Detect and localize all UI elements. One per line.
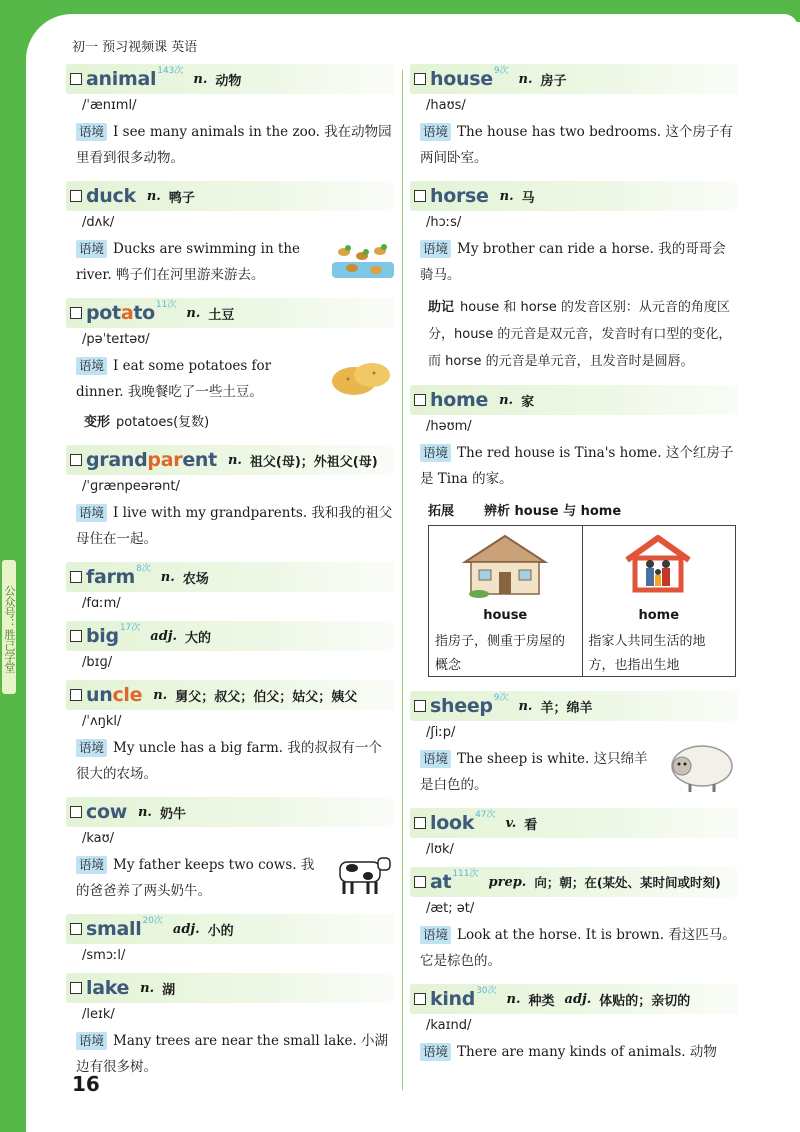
sheep-illustration-icon	[668, 740, 738, 794]
page-header: 初一 预习视频课 英语	[72, 40, 198, 55]
headword-bar	[410, 181, 738, 211]
entry-animal	[66, 64, 394, 171]
context-tag: 语境	[420, 123, 451, 141]
part-of-speech: n.	[227, 452, 242, 468]
phonetic: /həʊm/	[426, 419, 472, 434]
context-tag: 语境	[76, 357, 107, 375]
headword: cow	[86, 801, 127, 823]
example-text: Many trees are near the small lake. 小湖边有很多树。	[76, 1033, 389, 1075]
entry-uncle	[66, 680, 394, 787]
part-of-speech: n.	[193, 71, 208, 87]
headword: house	[430, 68, 493, 90]
part-of-speech: n.	[140, 980, 155, 996]
checkbox[interactable]	[70, 689, 82, 701]
cow-illustration-icon	[332, 852, 392, 896]
part-of-speech: n.	[137, 804, 152, 820]
meaning: 小的	[207, 923, 234, 939]
example	[420, 119, 738, 171]
phonetic: /lʊk/	[426, 842, 454, 857]
part-of-speech-2: adj.	[564, 991, 592, 1007]
phonetic: /kaʊ/	[82, 831, 115, 846]
part-of-speech: n.	[499, 392, 514, 408]
context-tag: 语境	[76, 123, 107, 141]
checkbox[interactable]	[70, 190, 82, 202]
frequency: 20次	[142, 915, 163, 926]
headword-bar	[66, 298, 394, 328]
part-of-speech: n.	[506, 991, 521, 1007]
headword: big	[86, 625, 119, 647]
ducks-illustration-icon	[332, 240, 394, 282]
example	[76, 236, 394, 288]
meaning: 奶牛	[159, 806, 186, 822]
house-cell-word: house	[483, 608, 528, 623]
entry-small	[66, 914, 394, 963]
headword-bar	[66, 562, 394, 592]
headword: kind	[430, 988, 476, 1010]
example-text: There are many kinds of animals. 动物	[457, 1044, 717, 1060]
entry-at	[410, 867, 738, 974]
context-tag: 语境	[420, 1043, 451, 1061]
headword: animal	[86, 68, 157, 90]
headword-bar	[410, 808, 738, 838]
example-text: I see many animals in the zoo. 我在动物园里看到很多动物。	[76, 124, 392, 166]
headword-bar	[410, 691, 738, 721]
meaning: 房子	[540, 73, 567, 89]
entry-big	[66, 621, 394, 670]
phonetic: /smɔːl/	[82, 948, 126, 963]
variant-note	[84, 411, 394, 435]
meaning: 大的	[185, 630, 212, 646]
checkbox[interactable]	[70, 454, 82, 466]
house-cell-desc: 指房子，侧重于房屋的概念	[435, 634, 566, 673]
meaning: 种类	[528, 993, 555, 1009]
meaning: 湖	[162, 982, 176, 998]
headword: grandparent	[86, 449, 217, 471]
entry-sheep	[410, 691, 738, 798]
headword: look	[430, 812, 475, 834]
phonetic: /bɪɡ/	[82, 655, 113, 670]
example	[420, 236, 738, 288]
entry-lake	[66, 973, 394, 1080]
example-text: I live with my grandparents. 我和我的祖父母住在一起。	[76, 505, 393, 547]
headword: potato	[86, 302, 155, 324]
headword-bar	[66, 64, 394, 94]
frequency: 30次	[476, 985, 497, 996]
example	[420, 922, 738, 974]
part-of-speech: n.	[146, 188, 161, 204]
context-tag: 语境	[420, 240, 451, 258]
example	[76, 852, 394, 904]
headword-bar	[410, 64, 738, 94]
meaning: 鸭子	[168, 190, 195, 206]
phonetic: /ʃiːp/	[426, 725, 456, 740]
context-tag: 语境	[76, 739, 107, 757]
entry-duck	[66, 181, 394, 288]
context-tag: 语境	[420, 750, 451, 768]
context-tag: 语境	[76, 1032, 107, 1050]
frequency: 9次	[493, 65, 509, 76]
headword: home	[430, 389, 489, 411]
part-of-speech: n.	[186, 305, 201, 321]
entry-home	[410, 385, 738, 677]
mnemonic-label: 助记	[428, 300, 455, 315]
meaning: 羊；绵羊	[540, 700, 593, 716]
example-text: The house has two bedrooms. 这个房子有两间卧室。	[420, 124, 733, 166]
frequency: 111次	[452, 868, 479, 879]
right-column	[410, 64, 738, 1075]
extension-title	[428, 500, 738, 519]
context-tag: 语境	[420, 926, 451, 944]
example	[420, 746, 738, 798]
phonetic: /æt; ət/	[426, 901, 475, 916]
extension-heading: 辨析 house 与 home	[484, 504, 622, 519]
example-text: My brother can ride a horse. 我的哥哥会骑马。	[420, 241, 726, 283]
phonetic: /ˈɡrænpeərənt/	[82, 479, 180, 494]
phonetic: /haʊs/	[426, 98, 466, 113]
part-of-speech: n.	[153, 687, 168, 703]
headword-bar	[66, 680, 394, 710]
checkbox[interactable]	[70, 73, 82, 85]
phonetic: /ˈʌŋkl/	[82, 714, 122, 729]
phonetic: /pəˈteɪtəʊ/	[82, 332, 150, 347]
potato-illustration-icon	[330, 355, 392, 399]
meaning: 舅父；叔父；伯父；姑父；姨父	[175, 689, 358, 705]
left-column	[66, 64, 394, 1090]
entry-look	[410, 808, 738, 857]
frequency: 17次	[119, 622, 141, 633]
part-of-speech: adj.	[150, 628, 178, 644]
example	[420, 440, 738, 492]
headword: lake	[86, 977, 130, 999]
house-illustration-icon	[457, 532, 553, 598]
extension-label: 拓展	[428, 504, 455, 519]
entry-house	[410, 64, 738, 171]
part-of-speech: prep.	[488, 874, 527, 890]
example	[76, 119, 394, 171]
example-text: Look at the horse. It is brown. 看这匹马。它是棕色的。	[420, 927, 736, 969]
context-tag: 语境	[420, 444, 451, 462]
part-of-speech: n.	[499, 188, 514, 204]
checkbox[interactable]	[70, 630, 82, 642]
checkbox[interactable]	[414, 817, 426, 829]
headword: farm	[86, 566, 136, 588]
checkbox[interactable]	[70, 307, 82, 319]
meaning: 土豆	[208, 307, 235, 323]
entry-cow	[66, 797, 394, 904]
example	[76, 735, 394, 787]
mnemonic-text: house 和 horse 的发音区别：从元音的角度区分，house 的元音是双元音，发音时有口型的变化，而 horse 的元音是单元音，且发音时是圆唇。	[428, 300, 732, 369]
headword: uncle	[86, 684, 143, 706]
headword-bar	[410, 385, 738, 415]
example-text: Ducks are swimming in the river. 鸭子们在河里游来游去。	[76, 241, 301, 283]
meaning: 农场	[182, 571, 209, 587]
side-tab-label: 公众号：胜己学堂	[2, 560, 16, 694]
checkbox[interactable]	[414, 700, 426, 712]
headword-bar	[66, 181, 394, 211]
meaning: 看	[524, 817, 538, 833]
entry-kind	[410, 984, 738, 1065]
phonetic: /leɪk/	[82, 1007, 115, 1022]
headword: small	[86, 918, 142, 940]
example-text: The red house is Tina's home. 这个红房子是 Tina 的家。	[420, 445, 734, 487]
headword: duck	[86, 185, 136, 207]
entry-potato	[66, 298, 394, 435]
context-tag: 语境	[76, 856, 107, 874]
phonetic: /ˈænɪml/	[82, 98, 137, 113]
checkbox[interactable]	[70, 806, 82, 818]
meaning: 家	[521, 394, 535, 410]
home-illustration-icon	[623, 534, 693, 594]
variant-text: potatoes(复数)	[116, 415, 210, 430]
part-of-speech: v.	[505, 815, 517, 831]
entry-horse	[410, 181, 738, 375]
headword: horse	[430, 185, 489, 207]
headword-bar	[66, 973, 394, 1003]
headword-bar	[410, 984, 738, 1014]
home-cell	[582, 526, 736, 676]
meaning: 祖父(母)；外祖父(母)	[249, 454, 378, 470]
checkbox[interactable]	[414, 73, 426, 85]
part-of-speech: adj.	[172, 921, 200, 937]
meaning: 马	[521, 190, 535, 206]
part-of-speech: n.	[160, 569, 175, 585]
home-cell-word: home	[638, 608, 680, 623]
phonetic: /hɔːs/	[426, 215, 462, 230]
mnemonic-note	[428, 294, 738, 375]
headword: sheep	[430, 695, 493, 717]
phonetic: /dʌk/	[82, 215, 115, 230]
example-text: My father keeps two cows. 我的爸爸养了两头奶牛。	[76, 857, 315, 899]
context-tag: 语境	[76, 240, 107, 258]
headword-bar	[66, 914, 394, 944]
page-number: 16	[72, 1072, 100, 1096]
house-home-table	[428, 525, 736, 677]
checkbox[interactable]	[414, 876, 426, 888]
frequency: 143次	[157, 65, 184, 76]
entry-grandparent	[66, 445, 394, 552]
entry-farm	[66, 562, 394, 611]
checkbox[interactable]	[414, 190, 426, 202]
meaning: 向；朝；在(某处、某时间或时刻)	[534, 875, 721, 890]
example	[76, 500, 394, 552]
variant-label: 变形	[84, 415, 111, 430]
headword-bar	[66, 621, 394, 651]
frequency: 8次	[136, 563, 151, 574]
column-divider	[402, 70, 403, 1090]
frequency: 47次	[475, 809, 496, 820]
checkbox[interactable]	[70, 982, 82, 994]
part-of-speech: n.	[518, 698, 533, 714]
checkbox[interactable]	[414, 993, 426, 1005]
part-of-speech: n.	[518, 71, 533, 87]
context-tag: 语境	[76, 504, 107, 522]
checkbox[interactable]	[414, 394, 426, 406]
checkbox[interactable]	[70, 923, 82, 935]
frequency: 11次	[155, 299, 177, 310]
house-cell	[429, 526, 582, 676]
headword-bar	[410, 867, 738, 897]
example	[76, 1028, 394, 1080]
phonetic: /kaɪnd/	[426, 1018, 472, 1033]
home-cell-desc: 指家人共同生活的地方，也指出生地	[588, 634, 706, 673]
headword: at	[430, 871, 452, 893]
headword-bar	[66, 445, 394, 475]
frequency: 9次	[493, 692, 509, 703]
example	[76, 353, 394, 405]
headword-bar	[66, 797, 394, 827]
example	[420, 1039, 738, 1065]
checkbox[interactable]	[70, 571, 82, 583]
example-text: My uncle has a big farm. 我的叔叔有一个很大的农场。	[76, 740, 382, 782]
meaning: 动物	[215, 73, 242, 89]
example-text: The sheep is white. 这只绵羊是白色的。	[420, 751, 648, 793]
phonetic: /fɑːm/	[82, 596, 121, 611]
example-text: I eat some potatoes for dinner. 我晚餐吃了一些土豆。	[76, 358, 272, 400]
meaning-2: 体贴的；亲切的	[599, 993, 691, 1009]
